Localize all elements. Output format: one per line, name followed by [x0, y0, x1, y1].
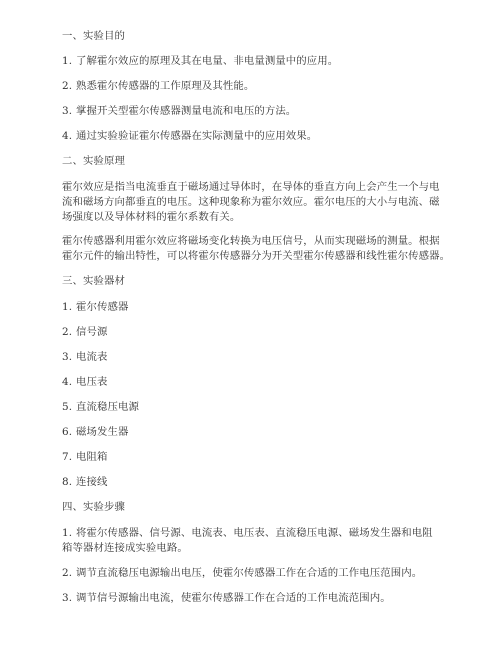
list-item — [62, 350, 108, 364]
list-item-number: 7. — [62, 451, 73, 463]
list-item-text: 霍尔传感器 — [76, 301, 129, 313]
list-item — [62, 475, 108, 489]
list-item-continuation: 箱等器材连接成实验电路。 — [62, 542, 188, 554]
paragraph-line: 场强度以及导体材料的霍尔系数有关。 — [62, 211, 241, 223]
list-item-number: 4. — [62, 130, 73, 142]
list-item-number: 6. — [62, 426, 73, 438]
section-heading-equipment: 三、实验器材 — [62, 275, 125, 287]
list-item-number: 4. — [62, 376, 73, 388]
list-item-text: 掌握开关型霍尔传感器测量电流和电压的方法。 — [76, 105, 297, 117]
section-heading-steps: 四、实验步骤 — [62, 501, 125, 513]
list-item — [62, 79, 255, 93]
list-item-text: 电流表 — [76, 351, 108, 363]
list-item-number: 3. — [62, 592, 73, 604]
paragraph-line: 流和磁场方向都垂直的电压。这种现象称为霍尔效应。霍尔电压的大小与电流、磁 — [62, 196, 440, 208]
list-item — [62, 526, 433, 540]
paragraph-line: 霍尔传感器利用霍尔效应将磁场变化转换为电压信号，从而实现磁场的测量。根据 — [62, 235, 440, 247]
list-item-number: 1. — [62, 301, 73, 313]
list-item — [62, 450, 108, 464]
paragraph-line: 霍尔元件的输出特性，可以将霍尔传感器分为开关型霍尔传感器和线性霍尔传感器。 — [62, 250, 451, 262]
paragraph-line: 霍尔效应是指当电流垂直于磁场通过导体时，在导体的垂直方向上会产生一个与电 — [62, 181, 440, 193]
list-item-number: 3. — [62, 351, 73, 363]
list-item-number: 2. — [62, 567, 73, 579]
list-item-text: 调节直流稳压电源输出电压，使霍尔传感器工作在合适的工作电压范围内。 — [76, 567, 423, 579]
list-item-number: 5. — [62, 401, 73, 413]
list-item-number: 3. — [62, 105, 73, 117]
list-item — [62, 54, 339, 68]
list-item-number: 1. — [62, 55, 73, 67]
list-item-text: 电阻箱 — [76, 451, 108, 463]
list-item-number: 1. — [62, 527, 73, 539]
list-item — [62, 300, 129, 314]
list-item-text: 信号源 — [76, 326, 108, 338]
list-item-text: 连接线 — [76, 476, 108, 488]
list-item — [62, 425, 129, 439]
list-item-number: 8. — [62, 476, 73, 488]
list-item-text: 了解霍尔效应的原理及其在电量、非电量测量中的应用。 — [76, 55, 339, 67]
list-item-text: 直流稳压电源 — [76, 401, 139, 413]
list-item — [62, 375, 108, 389]
list-item — [62, 566, 423, 580]
list-item — [62, 400, 139, 414]
list-item — [62, 104, 297, 118]
list-item-text: 将霍尔传感器、信号源、电流表、电压表、直流稳压电源、磁场发生器和电阻 — [76, 527, 433, 539]
list-item — [62, 591, 391, 605]
list-item-text: 熟悉霍尔传感器的工作原理及其性能。 — [76, 80, 255, 92]
list-item-text: 磁场发生器 — [76, 426, 129, 438]
list-item-number: 2. — [62, 80, 73, 92]
section-heading-purpose: 一、实验目的 — [62, 30, 125, 42]
list-item-text: 通过实验验证霍尔传感器在实际测量中的应用效果。 — [76, 130, 318, 142]
list-item-text: 电压表 — [76, 376, 108, 388]
list-item-number: 2. — [62, 326, 73, 338]
list-item — [62, 129, 318, 143]
list-item-text: 调节信号源输出电流，使霍尔传感器工作在合适的工作电流范围内。 — [76, 592, 391, 604]
list-item — [62, 325, 108, 339]
section-heading-principle: 二、实验原理 — [62, 155, 125, 167]
